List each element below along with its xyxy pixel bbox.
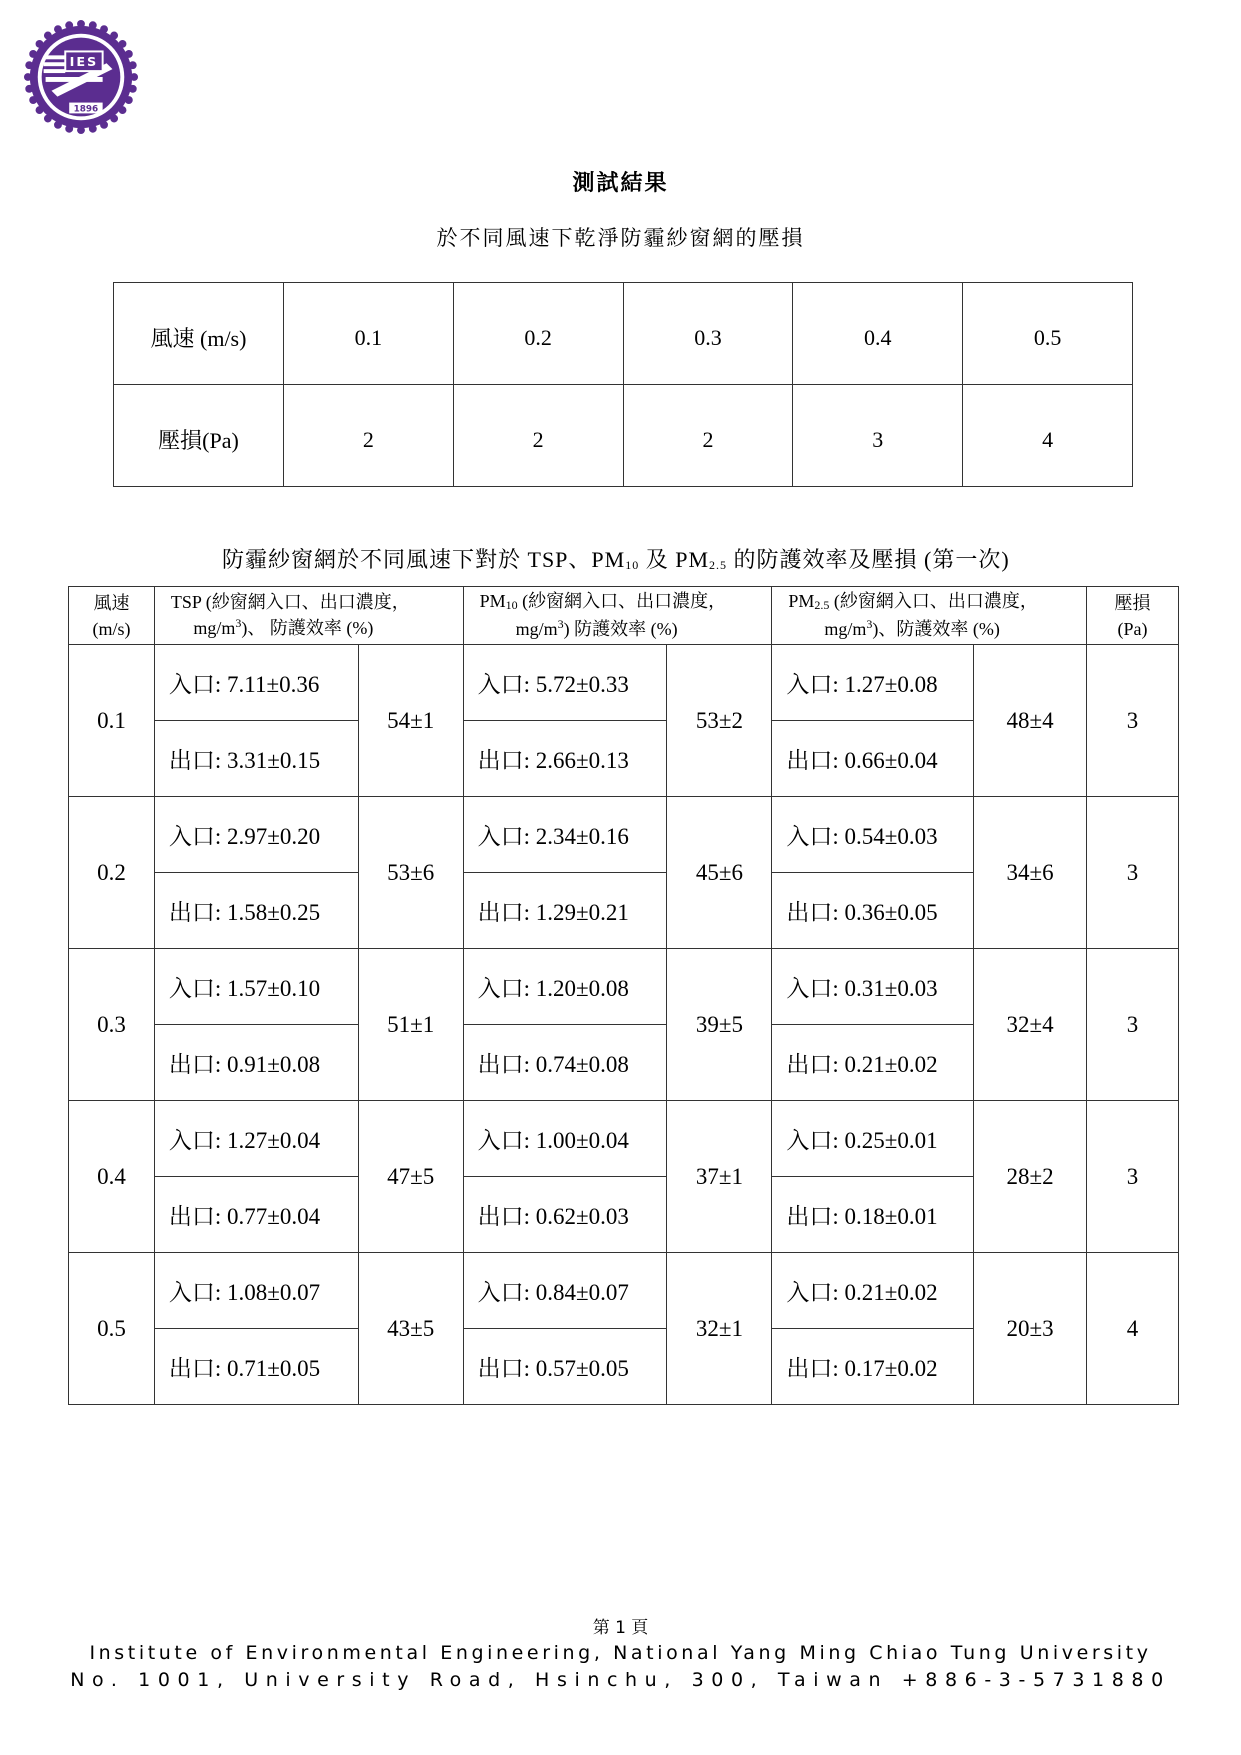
table-header-row bbox=[69, 587, 1179, 645]
table2-caption: 防霾紗窗網於不同風速下對於 TSP、$PM_{10}$ 及 $PM_{2.5}$ 的防護效率及壓損 (第一次) bbox=[222, 547, 1010, 572]
table-cell: 0.5 bbox=[963, 283, 1133, 385]
table-cell: 4 bbox=[963, 385, 1133, 487]
header-pm25: $PM_{2.5}$ (紗窗網入口、出口濃度， $mg/m^3$)、防護效率 (%) bbox=[772, 587, 1087, 645]
footer-institute: Institute of Environmental Engineering, National Yang Ming Chiao Tung University bbox=[89, 1642, 1152, 1664]
cell-tsp-outlet: 出口: 1.58±0.25 bbox=[154, 873, 358, 949]
cell-pm25-inlet: 入口: 0.25±0.01 bbox=[772, 1101, 974, 1177]
cell-tsp-efficiency: 47±5 bbox=[358, 1101, 463, 1253]
cell-pm10-efficiency: 53±2 bbox=[667, 645, 772, 797]
cell-tsp-inlet: 入口: 1.27±0.04 bbox=[154, 1101, 358, 1177]
table-cell: 3 bbox=[793, 385, 963, 487]
row-label-pressure-drop: 壓損(Pa) bbox=[114, 385, 284, 487]
cell-pm25-outlet: 出口: 0.36±0.05 bbox=[772, 873, 974, 949]
table-cell: 2 bbox=[283, 385, 453, 487]
cell-speed: 0.3 bbox=[69, 949, 155, 1101]
efficiency-table-body bbox=[69, 645, 1179, 1405]
table-row bbox=[69, 949, 1179, 1025]
table-row bbox=[69, 1101, 1179, 1177]
cell-pressure-drop: 4 bbox=[1087, 1253, 1179, 1405]
cell-pm25-efficiency: 20±3 bbox=[974, 1253, 1087, 1405]
cell-tsp-inlet: 入口: 2.97±0.20 bbox=[154, 797, 358, 873]
cell-speed: 0.2 bbox=[69, 797, 155, 949]
cell-pressure-drop: 3 bbox=[1087, 1101, 1179, 1253]
table-row bbox=[69, 645, 1179, 721]
cell-tsp-efficiency: 51±1 bbox=[358, 949, 463, 1101]
cell-pm10-outlet: 出口: 0.57±0.05 bbox=[463, 1329, 667, 1405]
cell-pm10-efficiency: 39±5 bbox=[667, 949, 772, 1101]
table-cell: 0.1 bbox=[283, 283, 453, 385]
row-label-speed: 風速 (m/s) bbox=[114, 283, 284, 385]
cell-tsp-inlet: 入口: 1.08±0.07 bbox=[154, 1253, 358, 1329]
cell-pm25-inlet: 入口: 1.27±0.08 bbox=[772, 645, 974, 721]
cell-pm10-inlet: 入口: 5.72±0.33 bbox=[463, 645, 667, 721]
cell-pm25-outlet: 出口: 0.18±0.01 bbox=[772, 1177, 974, 1253]
cell-pm25-inlet: 入口: 0.21±0.02 bbox=[772, 1253, 974, 1329]
cell-pm10-outlet: 出口: 2.66±0.13 bbox=[463, 721, 667, 797]
cell-speed: 0.4 bbox=[69, 1101, 155, 1253]
cell-pm10-efficiency: 37±1 bbox=[667, 1101, 772, 1253]
cell-tsp-efficiency: 54±1 bbox=[358, 645, 463, 797]
logo-letters: IES bbox=[69, 55, 99, 71]
cell-tsp-outlet: 出口: 0.77±0.04 bbox=[154, 1177, 358, 1253]
cell-pm25-inlet: 入口: 0.54±0.03 bbox=[772, 797, 974, 873]
cell-pm10-outlet: 出口: 1.29±0.21 bbox=[463, 873, 667, 949]
header-pm10: $PM_{10}$ (紗窗網入口、出口濃度， $mg/m^3$) 防護效率 (%) bbox=[463, 587, 772, 645]
footer-address: No. 1001, University Road, Hsinchu, 300, Taiwan +886-3-5731880 bbox=[70, 1669, 1171, 1691]
table-cell: 2 bbox=[453, 385, 623, 487]
header-speed: 風速 (m/s) bbox=[69, 587, 155, 645]
cell-pm25-efficiency: 28±2 bbox=[974, 1101, 1087, 1253]
cell-pm25-outlet: 出口: 0.66±0.04 bbox=[772, 721, 974, 797]
cell-tsp-outlet: 出口: 0.71±0.05 bbox=[154, 1329, 358, 1405]
cell-pm10-inlet: 入口: 0.84±0.07 bbox=[463, 1253, 667, 1329]
header-pressure-drop: 壓損 (Pa) bbox=[1087, 587, 1179, 645]
table-row bbox=[114, 385, 1133, 487]
cell-pm25-efficiency: 34±6 bbox=[974, 797, 1087, 949]
cell-pressure-drop: 3 bbox=[1087, 645, 1179, 797]
cell-pm25-outlet: 出口: 0.17±0.02 bbox=[772, 1329, 974, 1405]
cell-pm10-outlet: 出口: 0.62±0.03 bbox=[463, 1177, 667, 1253]
cell-pm10-inlet: 入口: 1.20±0.08 bbox=[463, 949, 667, 1025]
table-row bbox=[114, 283, 1133, 385]
cell-pm10-efficiency: 45±6 bbox=[667, 797, 772, 949]
cell-pm25-efficiency: 48±4 bbox=[974, 645, 1087, 797]
cell-pressure-drop: 3 bbox=[1087, 949, 1179, 1101]
cell-pm10-inlet: 入口: 2.34±0.16 bbox=[463, 797, 667, 873]
cell-pm25-inlet: 入口: 0.31±0.03 bbox=[772, 949, 974, 1025]
cell-pm10-efficiency: 32±1 bbox=[667, 1253, 772, 1405]
cell-speed: 0.1 bbox=[69, 645, 155, 797]
table-row bbox=[69, 797, 1179, 873]
cell-pm10-outlet: 出口: 0.74±0.08 bbox=[463, 1025, 667, 1101]
table-row bbox=[69, 1253, 1179, 1329]
cell-tsp-efficiency: 53±6 bbox=[358, 797, 463, 949]
header-tsp: TSP (紗窗網入口、出口濃度， $mg/m^3$)、 防護效率 (%) bbox=[154, 587, 463, 645]
cell-pm25-efficiency: 32±4 bbox=[974, 949, 1087, 1101]
cell-tsp-outlet: 出口: 0.91±0.08 bbox=[154, 1025, 358, 1101]
cell-pressure-drop: 3 bbox=[1087, 797, 1179, 949]
pressure-drop-table bbox=[113, 282, 1133, 487]
cell-tsp-inlet: 入口: 1.57±0.10 bbox=[154, 949, 358, 1025]
cell-tsp-efficiency: 43±5 bbox=[358, 1253, 463, 1405]
cell-tsp-outlet: 出口: 3.31±0.15 bbox=[154, 721, 358, 797]
table-cell: 0.4 bbox=[793, 283, 963, 385]
institute-logo-seal bbox=[22, 18, 140, 136]
table-cell: 0.3 bbox=[623, 283, 793, 385]
cell-speed: 0.5 bbox=[69, 1253, 155, 1405]
table1-caption: 於不同風速下乾淨防霾紗窗網的壓損 bbox=[436, 226, 805, 250]
cell-pm10-inlet: 入口: 1.00±0.04 bbox=[463, 1101, 667, 1177]
cell-pm25-outlet: 出口: 0.21±0.02 bbox=[772, 1025, 974, 1101]
efficiency-table bbox=[68, 586, 1179, 1405]
cell-tsp-inlet: 入口: 7.11±0.36 bbox=[154, 645, 358, 721]
page-title: 測試結果 bbox=[572, 170, 669, 195]
page-number: 第 1 頁 bbox=[592, 1618, 649, 1638]
table-cell: 0.2 bbox=[453, 283, 623, 385]
logo-year: 1896 bbox=[73, 104, 99, 115]
table-cell: 2 bbox=[623, 385, 793, 487]
